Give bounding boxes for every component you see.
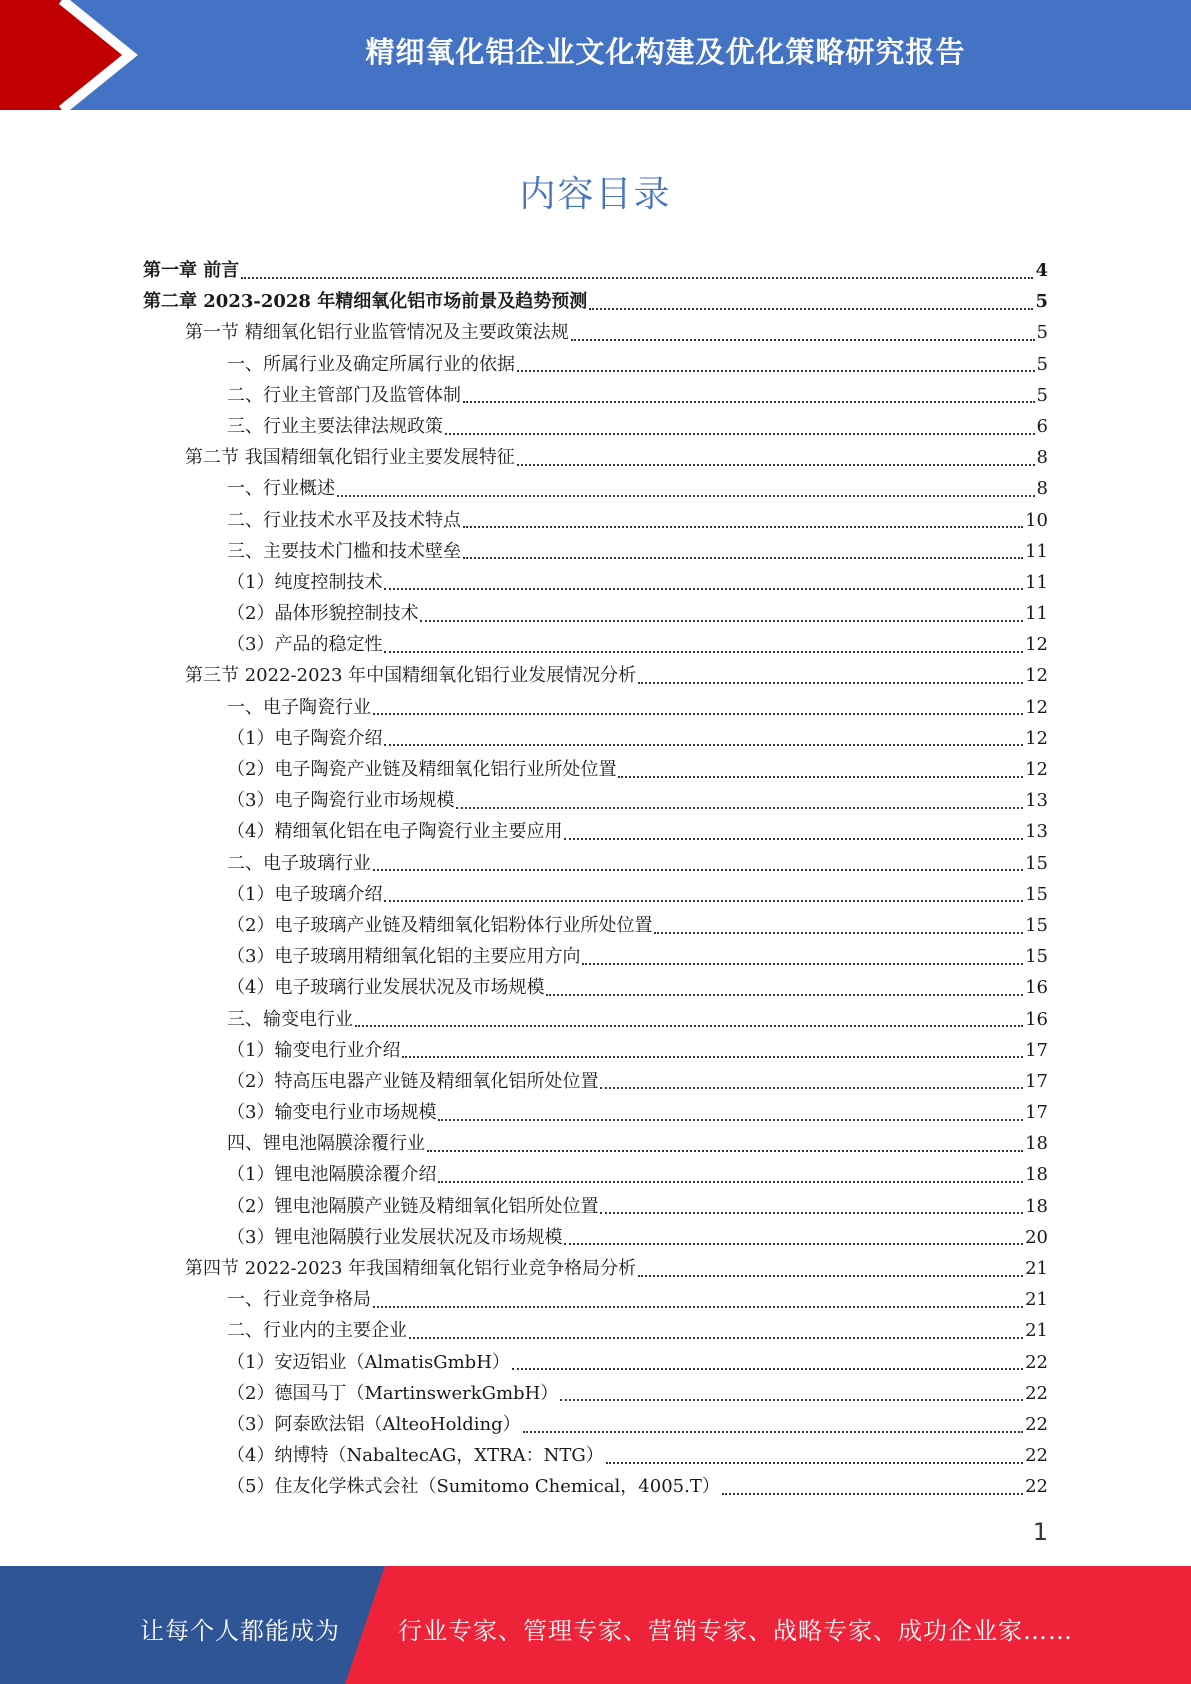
toc-dot-leader [384,588,1023,590]
toc-entry[interactable] [143,754,1048,785]
toc-entry-title: 第二章 2023-2028 年精细氧化铝市场前景及趋势预测 [143,291,588,313]
toc-dot-leader [384,651,1023,653]
toc-entry-title: （1）安迈铝业（AlmatisGmbH） [227,1351,510,1373]
toc-dot-leader [517,370,1035,372]
toc-entry[interactable] [143,692,1048,723]
toc-entry[interactable] [143,536,1048,567]
toc-dot-leader [438,1119,1023,1121]
toc-entry-title: 二、电子玻璃行业 [227,852,371,874]
toc-entry-page: 12 [1025,634,1048,656]
toc-entry-page: 13 [1025,821,1048,843]
page-number: 1 [1032,1518,1048,1546]
toc-dot-leader [463,557,1023,559]
toc-entry-title: （3）电子玻璃用精细氧化铝的主要应用方向 [227,946,581,968]
toc-entry-page: 15 [1025,883,1048,905]
toc-entry-page: 13 [1025,790,1048,812]
toc-dot-leader [337,495,1035,497]
toc-entry-title: 三、主要技术门槛和技术壁垒 [227,540,461,562]
toc-entry-page: 12 [1025,696,1048,718]
toc-entry[interactable] [143,411,1048,442]
toc-dot-leader [589,308,1033,310]
toc-dot-leader [560,1399,1023,1401]
toc-entry-title: 二、行业内的主要企业 [227,1320,407,1342]
toc-entry-page: 5 [1035,291,1048,313]
toc-entry[interactable] [143,380,1048,411]
toc-entry-page: 12 [1025,665,1048,687]
toc-entry[interactable] [143,442,1048,473]
toc-entry-title: 一、电子陶瓷行业 [227,696,371,718]
toc-entry-title: （2）晶体形貌控制技术 [227,603,419,625]
toc-entry[interactable] [143,567,1048,598]
toc-entry[interactable] [143,1315,1048,1346]
toc-entry[interactable] [143,816,1048,847]
table-of-contents [143,255,1048,1503]
toc-dot-leader [618,776,1023,778]
toc-entry-page: 17 [1025,1039,1048,1061]
toc-dot-leader [564,838,1023,840]
toc-dot-leader [571,339,1035,341]
toc-dot-leader [606,1462,1023,1464]
toc-entry[interactable] [143,972,1048,1003]
toc-entry-page: 5 [1036,384,1048,406]
toc-entry-title: （2）电子玻璃产业链及精细氧化铝粉体行业所处位置 [227,914,653,936]
toc-entry-title: （2）特高压电器产业链及精细氧化铝所处位置 [227,1070,599,1092]
toc-entry-title: （2）电子陶瓷产业链及精细氧化铝行业所处位置 [227,759,617,780]
toc-entry[interactable] [143,1191,1048,1222]
toc-entry[interactable] [143,286,1048,317]
toc-entry[interactable] [143,941,1048,972]
page-footer [0,1566,1191,1684]
toc-dot-leader [600,1087,1023,1089]
toc-dot-leader [523,1431,1023,1433]
toc-entry-page: 11 [1025,571,1048,593]
toc-dot-leader [384,744,1023,746]
toc-entry-title: （1）电子玻璃介绍 [227,883,383,905]
toc-entry-page: 22 [1025,1382,1048,1404]
toc-entry-title: （4）电子玻璃行业发展状况及市场规模 [227,977,545,999]
toc-entry[interactable] [143,785,1048,816]
toc-entry-page: 11 [1025,603,1048,625]
toc-entry-title: 第一节 精细氧化铝行业监管情况及主要政策法规 [185,322,569,344]
toc-entry[interactable] [143,1284,1048,1315]
toc-dot-leader [241,277,1033,279]
toc-entry-page: 10 [1025,509,1048,531]
toc-entry-page: 15 [1025,914,1048,936]
toc-entry[interactable] [143,1471,1048,1502]
toc-entry[interactable] [143,1440,1048,1471]
toc-entry[interactable] [143,1253,1048,1284]
toc-dot-leader [463,526,1023,528]
toc-dot-leader [456,807,1023,809]
toc-dot-leader [512,1368,1023,1370]
toc-entry-title: 一、行业概述 [227,478,335,500]
toc-entry-title: 第二节 我国精细氧化铝行业主要发展特征 [185,447,515,469]
toc-dot-leader [445,433,1035,435]
toc-entry-title: 一、所属行业及确定所属行业的依据 [227,353,515,375]
toc-entry-page: 18 [1025,1133,1048,1155]
toc-entry-page: 17 [1025,1070,1048,1092]
toc-entry-title: （1）输变电行业介绍 [227,1039,401,1061]
toc-entry-page: 6 [1036,415,1048,437]
toc-entry-title: 二、行业技术水平及技术特点 [227,509,461,531]
toc-entry-page: 8 [1036,478,1048,500]
toc-heading: 内容目录 [519,174,672,215]
toc-entry-title: （5）住友化学株式会社（Sumitomo Chemical，4005.T） [227,1476,720,1498]
toc-entry-page: 21 [1025,1258,1048,1279]
toc-dot-leader [373,713,1023,715]
toc-entry-title: （3）阿泰欧法铝（AlteoHolding） [227,1413,521,1435]
toc-dot-leader [722,1493,1023,1495]
toc-entry-title: 一、行业竞争格局 [227,1289,371,1311]
toc-entry[interactable] [143,1035,1048,1066]
toc-dot-leader [355,1025,1023,1027]
toc-entry-title: （3）产品的稳定性 [227,634,383,656]
toc-dot-leader [582,963,1023,965]
toc-dot-leader [373,869,1023,871]
toc-entry-page: 22 [1025,1476,1048,1498]
toc-entry[interactable] [143,660,1048,691]
toc-entry-title: 第四节 2022-2023 年我国精细氧化铝行业竞争格局分析 [185,1258,637,1279]
page-header [0,0,1191,110]
toc-dot-leader [638,682,1023,684]
toc-entry[interactable] [143,1222,1048,1253]
toc-entry-page: 17 [1025,1102,1048,1124]
toc-entry-title: （1）电子陶瓷介绍 [227,727,383,749]
toc-dot-leader [384,900,1023,902]
toc-entry-page: 11 [1025,540,1048,562]
toc-entry-page: 18 [1025,1164,1048,1186]
toc-entry[interactable] [143,1128,1048,1159]
toc-entry[interactable] [143,879,1048,910]
toc-entry-title: 第一章 前言 [143,260,240,281]
toc-entry[interactable] [143,1004,1048,1035]
toc-entry-page: 22 [1025,1445,1048,1467]
toc-entry[interactable] [143,1378,1048,1409]
footer-slogan-left: 让每个人都能成为 [140,1617,340,1645]
toc-entry[interactable] [143,629,1048,660]
toc-entry[interactable] [143,1066,1048,1097]
toc-dot-leader [517,464,1035,466]
toc-entry-page: 5 [1036,353,1048,375]
toc-entry[interactable] [143,1347,1048,1378]
toc-entry[interactable] [143,317,1048,348]
header-title: 精细氧化铝企业文化构建及优化策略研究报告 [365,35,966,69]
toc-entry-page: 5 [1036,322,1048,344]
toc-entry-page: 21 [1025,1320,1048,1342]
toc-entry-page: 15 [1025,852,1048,874]
toc-entry[interactable] [143,910,1048,941]
toc-entry-title: （1）纯度控制技术 [227,571,383,593]
toc-entry-page: 21 [1025,1289,1048,1311]
toc-entry-title: （3）电子陶瓷行业市场规模 [227,790,455,812]
toc-dot-leader [438,1181,1023,1183]
toc-dot-leader [409,1337,1023,1339]
toc-dot-leader [654,932,1023,934]
toc-entry[interactable] [143,1097,1048,1128]
footer-slogan-right: 行业专家、管理专家、营销专家、战略专家、成功企业家…… [398,1617,1073,1645]
toc-entry-title: （3）锂电池隔膜行业发展状况及市场规模 [227,1226,563,1248]
toc-entry-title: 第三节 2022-2023 年中国精细氧化铝行业发展情况分析 [185,665,637,687]
toc-dot-leader [427,1150,1023,1152]
toc-dot-leader [546,994,1023,996]
toc-entry[interactable] [143,598,1048,629]
toc-dot-leader [420,620,1023,622]
toc-dot-leader [600,1212,1023,1214]
toc-entry[interactable] [143,255,1048,286]
toc-entry-page: 22 [1025,1351,1048,1373]
toc-entry[interactable] [143,473,1048,504]
toc-entry[interactable] [143,848,1048,879]
toc-entry-title: 三、输变电行业 [227,1008,353,1030]
toc-entry-title: （4）精细氧化铝在电子陶瓷行业主要应用 [227,821,563,843]
toc-entry-page: 22 [1025,1413,1048,1435]
toc-entry-title: 四、锂电池隔膜涂覆行业 [227,1133,425,1155]
toc-entry-page: 20 [1025,1226,1048,1248]
toc-entry[interactable] [143,505,1048,536]
toc-entry[interactable] [143,1409,1048,1440]
toc-entry-title: 三、行业主要法律法规政策 [227,415,443,437]
toc-entry-page: 12 [1025,727,1048,749]
toc-dot-leader [638,1275,1023,1277]
toc-entry-title: （3）输变电行业市场规模 [227,1102,437,1124]
toc-entry-title: （2）锂电池隔膜产业链及精细氧化铝所处位置 [227,1195,599,1217]
toc-entry-page: 12 [1025,759,1048,780]
toc-entry-page: 16 [1025,977,1048,999]
toc-dot-leader [402,1056,1023,1058]
toc-entry-page: 16 [1025,1008,1048,1030]
toc-dot-leader [373,1306,1023,1308]
toc-entry-title: 二、行业主管部门及监管体制 [227,384,461,406]
toc-entry-page: 18 [1025,1195,1048,1217]
toc-entry-page: 4 [1035,260,1048,281]
toc-entry-title: （1）锂电池隔膜涂覆介绍 [227,1164,437,1186]
toc-entry-page: 15 [1025,946,1048,968]
toc-entry[interactable] [143,1159,1048,1190]
toc-entry-title: （4）纳博特（NabaltecAG，XTRA：NTG） [227,1445,604,1467]
toc-dot-leader [564,1243,1023,1245]
toc-dot-leader [463,401,1035,403]
toc-entry-title: （2）德国马丁（MartinswerkGmbH） [227,1382,559,1404]
toc-entry[interactable] [143,349,1048,380]
toc-entry-page: 8 [1036,447,1048,469]
toc-entry[interactable] [143,723,1048,754]
